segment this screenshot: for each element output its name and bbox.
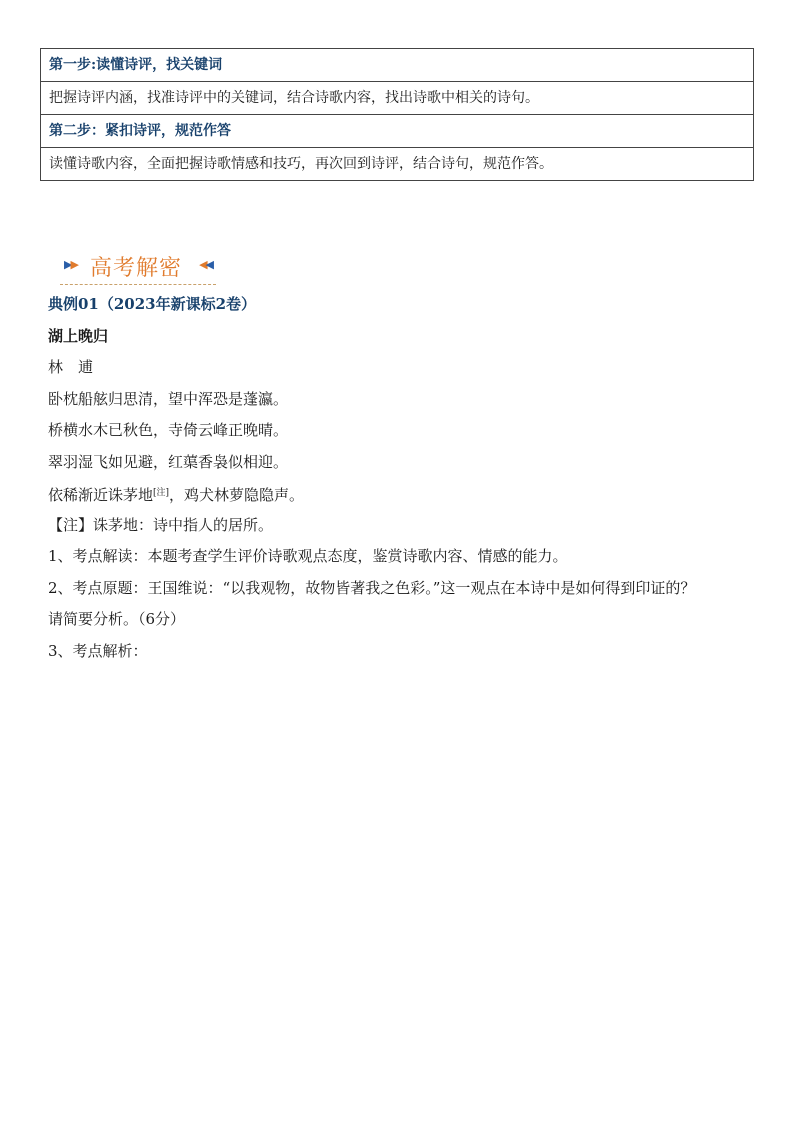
example-label: 典例01（2023年新课标2卷） (48, 295, 257, 313)
poem-line-4-end: ，鸡犬林萝隐隐声。 (169, 486, 305, 504)
step-2-body: 读懂诗歌内容，全面把握诗歌情感和技巧，再次回到诗评，结合诗句，规范作答。 (41, 148, 754, 181)
poem-line-4 (48, 481, 748, 513)
poem-author: 林 逋 (48, 358, 94, 376)
table-row (41, 148, 754, 181)
step-1-title: 第一步:读懂诗评，找关键词 (41, 49, 754, 82)
poem-line-3: 翠羽湿飞如见避，红蕖香袅似相迎。 (48, 452, 289, 471)
double-arrow-right-icon: ▶▶ (64, 258, 77, 271)
poem-note: 【注】诛茅地：诗中指人的居所。 (48, 515, 274, 534)
section-title: 高考解密 (90, 256, 183, 281)
poem-line-1: 卧枕船舷归思清，望中浑恐是蓬瀛。 (48, 389, 289, 408)
table-row (41, 82, 754, 115)
example-content (48, 292, 748, 670)
double-arrow-left-icon: ◀◀ (199, 258, 212, 271)
table-row (41, 49, 754, 82)
exam-original-question: 2、考点原题：王国维说：“以我观物，故物皆著我之色彩。”这一观点在本诗中是如何得到印证的？ (48, 578, 696, 597)
exam-point-interpretation: 1、考点解读：本题考查学生评价诗歌观点态度，鉴赏诗歌内容、情感的能力。 (48, 547, 568, 565)
section-header (60, 248, 216, 285)
exam-point-analysis: 3、考点解析： (48, 641, 148, 660)
poem-title: 湖上晚归 (48, 326, 109, 345)
exam-question-continued: 请简要分析。（6分） (48, 610, 186, 628)
table-row (41, 115, 754, 148)
step-2-title: 第二步：紧扣诗评，规范作答 (41, 115, 754, 148)
step-1-body: 把握诗评内涵，找准诗评中的关键词，结合诗歌内容，找出诗歌中相关的诗句。 (41, 82, 754, 115)
footnote-mark: [注] (153, 488, 170, 498)
poem-line-4-start: 依稀渐近诛茅地 (48, 486, 154, 504)
poem-line-2: 桥横水木已秋色，寺倚云峰正晚晴。 (48, 421, 289, 439)
steps-table (40, 48, 754, 181)
